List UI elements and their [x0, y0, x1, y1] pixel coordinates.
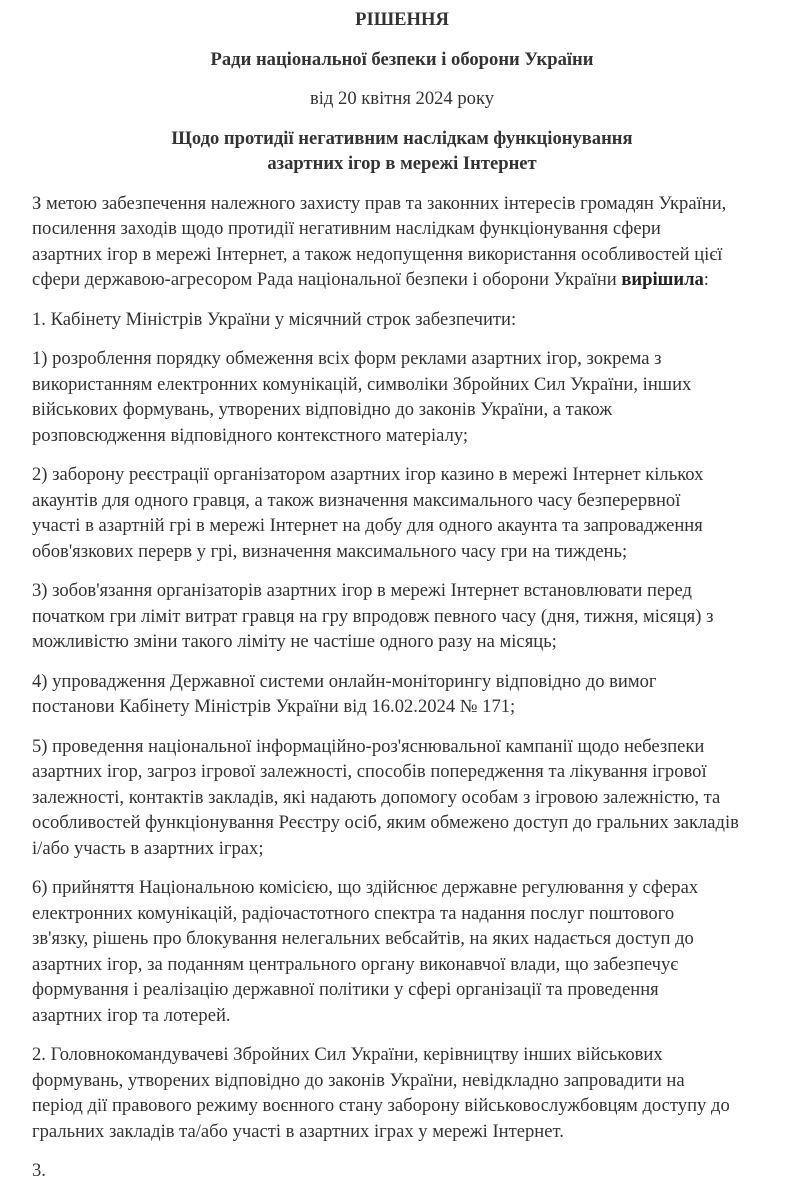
preamble-last-text: сфери державою-агресором Рада національної безпеки і оборони України	[32, 269, 622, 290]
preamble-line: азартних ігор в мережі Інтернет, а також недопущення використання особливостей цієї	[32, 243, 723, 265]
paragraph-line: постанови Кабінету Міністрів України від 16.02.2024 № 171;	[32, 696, 516, 717]
paragraph-line: початком гри ліміт витрат гравця на гру впродовж певного часу (дня, тижня, місяця) з	[32, 605, 714, 627]
preamble	[32, 191, 792, 293]
paragraph-line: формування і реалізацію державної політики у сфері організації та проведення	[32, 979, 659, 1000]
paragraph	[32, 875, 792, 1028]
paragraph-line: розповсюдження відповідного контекстного матеріалу;	[32, 424, 469, 446]
paragraph-line: військових формувань, утворених відповідно до законів України, а також	[32, 399, 613, 420]
paragraph-line: 5) проведення національної інформаційно-роз'яснювальної кампанії щодо небезпеки	[32, 735, 705, 757]
paragraph-line: участі в азартній грі в мережі Інтернет на добу для одного акаунта та запровадження	[32, 515, 703, 536]
paragraph-line: 1. Кабінету Міністрів України у місячний строк забезпечити:	[32, 308, 517, 330]
paragraph-line: особливостей функціонування Реєстру осіб, яким обмежено доступ до гральних закладів	[32, 812, 739, 833]
paragraph	[32, 578, 792, 655]
paragraph-line: і/або участь в азартних іграх;	[32, 837, 264, 859]
document-heading	[0, 126, 804, 177]
paragraph-line: 4) упровадження Державної системи онлайн-моніторингу відповідно до вимог	[32, 670, 657, 692]
paragraph	[32, 462, 792, 564]
paragraph-line: залежності, контактів закладів, які надають допомогу особам з ігровою залежністю, та	[32, 786, 721, 808]
paragraph-line: азартних ігор, за поданням центрального органу виконавчої влади, що забезпечує	[32, 953, 679, 975]
preamble-line	[32, 267, 792, 293]
decided-keyword: вирішила	[621, 269, 704, 290]
preamble-line: З метою забезпечення належного захисту прав та законних інтересів громадян України,	[32, 192, 727, 214]
paragraph	[32, 734, 792, 862]
paragraph	[32, 1158, 792, 1184]
paragraph	[32, 307, 792, 333]
paragraph-line: 2) заборону реєстрації організатором азартних ігор казино в мережі Інтернет кількох	[32, 464, 704, 485]
paragraph-line: період дії правового режиму воєнного стану заборону військовослужбовцям доступу до	[32, 1095, 730, 1116]
paragraph-line: 2. Головнокомандувачеві Збройних Сил України, керівництву інших військових	[32, 1044, 663, 1065]
paragraph-line: акаунтів для одного гравця, а також визначення максимального часу безперервної	[32, 489, 681, 511]
heading-line: Щодо протидії негативним наслідкам функціонування	[171, 127, 633, 149]
colon: :	[703, 269, 709, 290]
paragraph-line: обов'язкових перерв у грі, визначення максимального часу гри на тиждень;	[32, 540, 628, 562]
paragraph-line: використанням електронних комунікацій, символіки Збройних Сил України, інших	[32, 373, 692, 395]
paragraph-line: 3.	[32, 1160, 46, 1181]
paragraph-line: зв'язку, рішень про блокування нелегальних вебсайтів, на яких надається доступ до	[32, 928, 694, 949]
paragraph-line: 6) прийняття Національною комісією, що здійснює державне регулювання у сферах	[32, 877, 699, 898]
document-subtitle: Ради національної безпеки і оборони України	[210, 48, 594, 70]
paragraph-line: 3) зобов'язання організаторів азартних ігор в мережі Інтернет встановлювати перед	[32, 580, 692, 601]
paragraph	[32, 1042, 792, 1144]
paragraph-line: формувань, утворених відповідно до законів України, невідкладно запровадити на	[32, 1069, 685, 1091]
paragraphs	[32, 307, 792, 1184]
paragraph-line: азартних ігор та лотерей.	[32, 1004, 231, 1026]
document-date: від 20 квітня 2024 року	[309, 88, 495, 109]
paragraph	[32, 669, 792, 720]
paragraph-line: можливістю зміни такого ліміту не частіше одного разу на місяць;	[32, 631, 557, 652]
preamble-line: посилення заходів щодо протидії негативним наслідкам функціонування сфери	[32, 218, 661, 239]
paragraph-line: електронних комунікацій, радіочастотного спектра та надання послуг поштового	[32, 902, 675, 924]
heading-line: азартних ігор в мережі Інтернет	[267, 153, 537, 174]
paragraph	[32, 346, 792, 448]
paragraph-line: азартних ігор, загроз ігрової залежності, способів попередження та лікування ігрової	[32, 761, 707, 782]
paragraph-line: гральних закладів та/або участі в азартних іграх у мережі Інтернет.	[32, 1120, 564, 1142]
document-title: РІШЕННЯ	[355, 9, 449, 30]
paragraph-line: 1) розроблення порядку обмеження всіх форм реклами азартних ігор, зокрема з	[32, 348, 662, 369]
